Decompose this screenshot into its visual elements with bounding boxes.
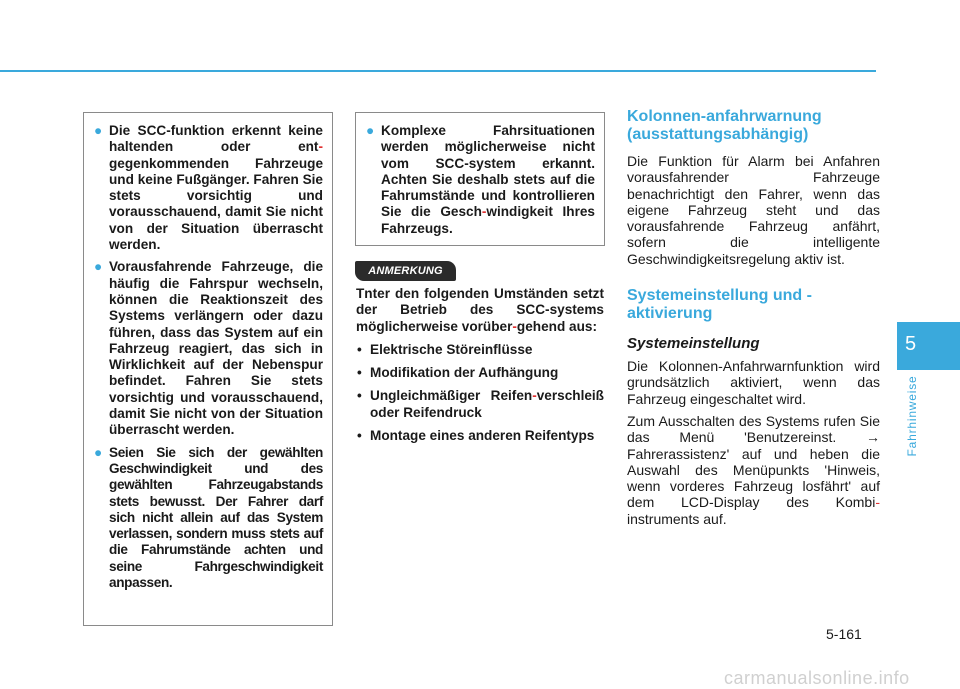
note-label: ANMERKUNG xyxy=(355,261,456,281)
chapter-tab xyxy=(897,322,960,370)
warning-box-1 xyxy=(83,112,333,626)
paragraph: Die Funktion für Alarm bei Anfahren vorausfahrender Fahrzeuge benachrichtigt den Fahrer, wenn das eigene Fahrzeug steht und das vorausfahrende Fahrzeug anfährt, sofern die intelligente Geschwindigkeitsregelung aktiv ist. xyxy=(627,153,880,267)
bullet-icon: • xyxy=(357,388,362,404)
chapter-label: Fahrhinweise xyxy=(905,375,919,457)
warning-item: ● Seien Sie sich der gewählten Geschwindigkeit und des gewählten Fahrzeugabstands stets bewusst. Der Fahrer darf sich nicht allein auf das System verlassen, sondern muss stets auf die Fahrumstände achten und seine Fahrgeschwindigkeit anpassen. xyxy=(94,444,323,591)
bullet-icon: • xyxy=(357,341,362,357)
note-item: • Montage eines anderen Reifentyps xyxy=(357,428,595,444)
warning-item: ● Vorausfahrende Fahrzeuge, die häufig die Fahrspur wechseln, können die Reaktionszeit des Systems verlängern oder dazu führen, dass das System auf ein Fahrzeug reagiert, das sich in Wirklichkeit auf der Nebenspur befindet. Fahren Sie stets vorsichtig und vorausschauend, damit Sie nicht von der Situation überrascht werden. xyxy=(94,259,323,438)
bullet-dot-icon: ● xyxy=(94,444,102,460)
note-item: • Modifikation der Aufhängung xyxy=(357,365,559,381)
chapter-number: 5 xyxy=(905,333,917,355)
subheading-systemeinstellung: Systemeinstellung xyxy=(627,335,760,353)
paragraph: Die Kolonnen-Anfahrwarnfunktion wird grundsätzlich aktiviert, wenn das Fahrzeug eingeschaltet wird. xyxy=(627,358,880,407)
bullet-icon: • xyxy=(357,365,362,381)
bullet-dot-icon: ● xyxy=(366,123,375,138)
bullet-dot-icon: ● xyxy=(94,123,103,138)
warning-item: ● Komplexe Fahrsituationen werden möglicherweise nicht vom SCC-system erkannt. Achten Sie deshalb stets auf die Fahrumstände und kontrollieren Sie die Gesch-windigkeit Ihres Fahrzeugs. xyxy=(366,123,595,236)
top-rule xyxy=(0,70,876,72)
page-number: 5-161 xyxy=(826,626,862,642)
note-content xyxy=(356,286,604,451)
right-column xyxy=(627,108,880,527)
bullet-icon: • xyxy=(357,428,362,444)
warning-box-2 xyxy=(355,112,605,246)
watermark: carmanualsonline.info xyxy=(724,668,910,688)
warning-item: ● Die SCC-funktion erkennt keine haltenden oder ent-gegenkommenden Fahrzeuge und keine Fußgänger. Fahren Sie stets vorsichtig und vorausschauend, damit Sie nicht von der Situation überrascht werden. xyxy=(94,123,323,253)
note-item: • Ungleichmäßiger Reifen-verschleiß oder Reifendruck xyxy=(357,388,604,420)
section-heading-kolonnen: Kolonnen-anfahrwarnung (ausstattungsabhängig) xyxy=(627,108,822,143)
note-item: • Elektrische Störeinflüsse xyxy=(357,341,533,357)
paragraph: Zum Ausschalten des Systems rufen Sie das Menü 'Benutzereinst. → Fahrerassistenz' auf und heben die Auswahl des Menüpunkts 'Hinweis, wenn vorderes Fahrzeug losfährt' auf dem LCD-Display des Kombi-instruments auf. xyxy=(627,412,880,527)
bullet-dot-icon: ● xyxy=(94,259,103,275)
note-intro: Tnter den folgenden Umständen setzt der Betrieb des SCC-systems möglicherweise vorüber-gehend aus: xyxy=(356,286,604,334)
section-heading-systemeinstellung: Systemeinstellung und - aktivierung xyxy=(627,287,812,323)
